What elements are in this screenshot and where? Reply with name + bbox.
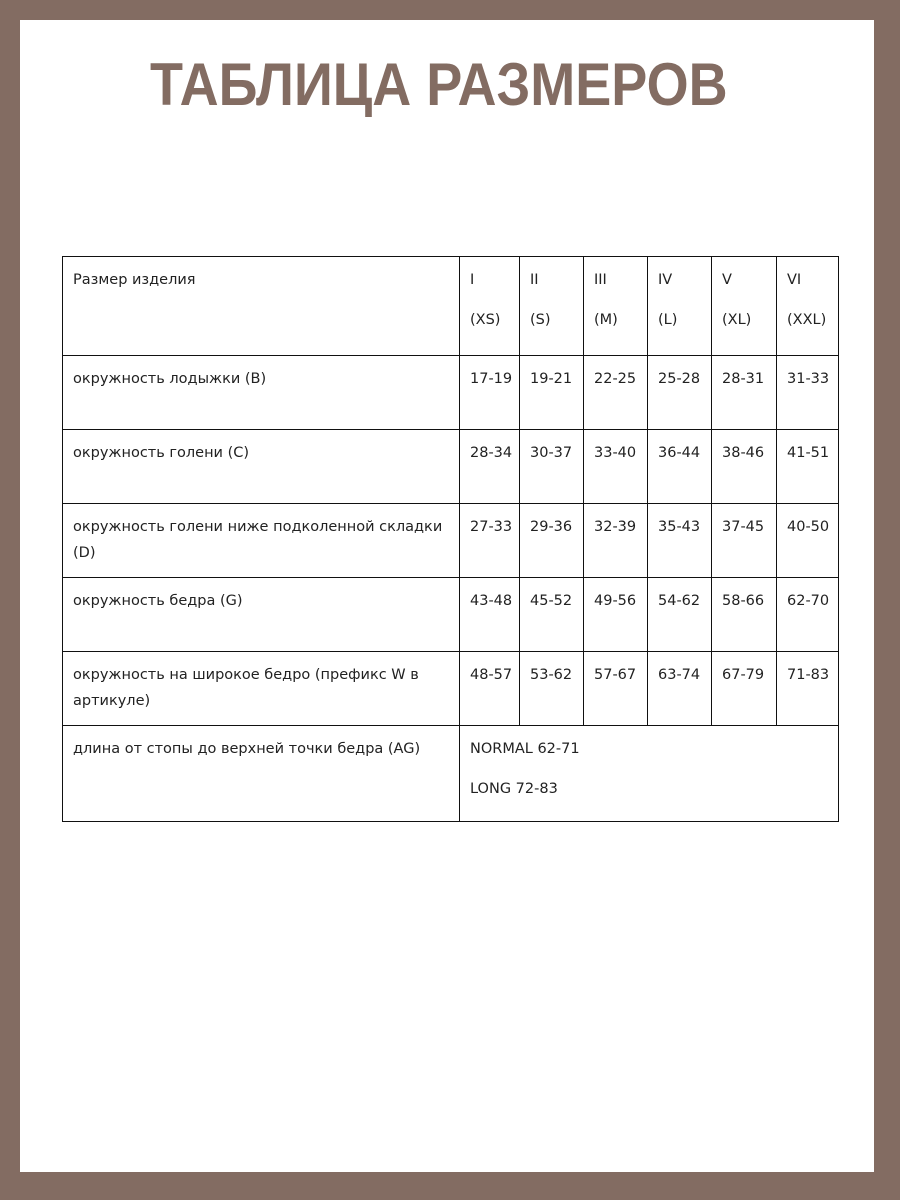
length-normal: NORMAL 62-71 [470, 741, 580, 757]
table-row-thigh [63, 578, 839, 652]
value-cell: 35-43 [648, 504, 712, 578]
value-cell: 32-39 [584, 504, 648, 578]
header-size-cell [520, 257, 584, 356]
value-cell: 49-56 [584, 578, 648, 652]
header-size-cell [712, 257, 777, 356]
table-header-row [63, 257, 839, 356]
value-cell: 45-52 [520, 578, 584, 652]
value-cell: 71-83 [777, 652, 839, 726]
value-cell: 57-67 [584, 652, 648, 726]
table-row-length [63, 726, 839, 822]
value-cell: 19-21 [520, 356, 584, 430]
page-title: ТАБЛИЦА РАЗМЕРОВ [150, 51, 728, 118]
value-cell: 67-79 [712, 652, 777, 726]
value-cell: 58-66 [712, 578, 777, 652]
value-cell: 33-40 [584, 430, 648, 504]
header-size-cell [777, 257, 839, 356]
value-cell: 17-19 [460, 356, 520, 430]
size-table [62, 256, 839, 822]
value-cell: 25-28 [648, 356, 712, 430]
size-roman: IV [658, 272, 673, 288]
size-letter: (M) [594, 312, 618, 328]
table-row-ankle [63, 356, 839, 430]
value-cell: 28-34 [460, 430, 520, 504]
size-roman: V [722, 272, 732, 288]
value-cell: 37-45 [712, 504, 777, 578]
value-cell: 22-25 [584, 356, 648, 430]
size-roman: I [470, 272, 475, 288]
size-roman: III [594, 272, 607, 288]
header-size-cell [648, 257, 712, 356]
value-cell: 53-62 [520, 652, 584, 726]
value-cell: 54-62 [648, 578, 712, 652]
table-row-calf [63, 430, 839, 504]
row-label: окружность на широкое бедро (префикс W в артикуле) [63, 652, 460, 726]
table-row-wide-thigh [63, 652, 839, 726]
value-cell: 41-51 [777, 430, 839, 504]
row-label: окружность голени ниже подколенной складки (D) [63, 504, 460, 578]
table-row-below-knee [63, 504, 839, 578]
value-cell: 28-31 [712, 356, 777, 430]
value-cell: 63-74 [648, 652, 712, 726]
value-cell: 48-57 [460, 652, 520, 726]
size-roman: II [530, 272, 539, 288]
size-letter: (XS) [470, 312, 501, 328]
value-cell: 40-50 [777, 504, 839, 578]
value-cell: 27-33 [460, 504, 520, 578]
row-label: окружность голени (C) [63, 430, 460, 504]
value-cell: 43-48 [460, 578, 520, 652]
value-cell: 30-37 [520, 430, 584, 504]
header-size-cell [584, 257, 648, 356]
size-letter: (S) [530, 312, 551, 328]
row-label: окружность лодыжки (B) [63, 356, 460, 430]
value-cell: 29-36 [520, 504, 584, 578]
value-cell: 31-33 [777, 356, 839, 430]
size-letter: (XXL) [787, 312, 827, 328]
row-label: длина от стопы до верхней точки бедра (AG) [63, 726, 460, 822]
size-letter: (L) [658, 312, 678, 328]
value-cell: 38-46 [712, 430, 777, 504]
row-label: окружность бедра (G) [63, 578, 460, 652]
size-roman: VI [787, 272, 802, 288]
value-cell: 36-44 [648, 430, 712, 504]
value-cell: 62-70 [777, 578, 839, 652]
size-letter: (XL) [722, 312, 752, 328]
length-values-cell [460, 726, 839, 822]
header-size-cell [460, 257, 520, 356]
length-long: LONG 72-83 [470, 781, 558, 797]
header-label-cell: Размер изделия [63, 257, 460, 356]
